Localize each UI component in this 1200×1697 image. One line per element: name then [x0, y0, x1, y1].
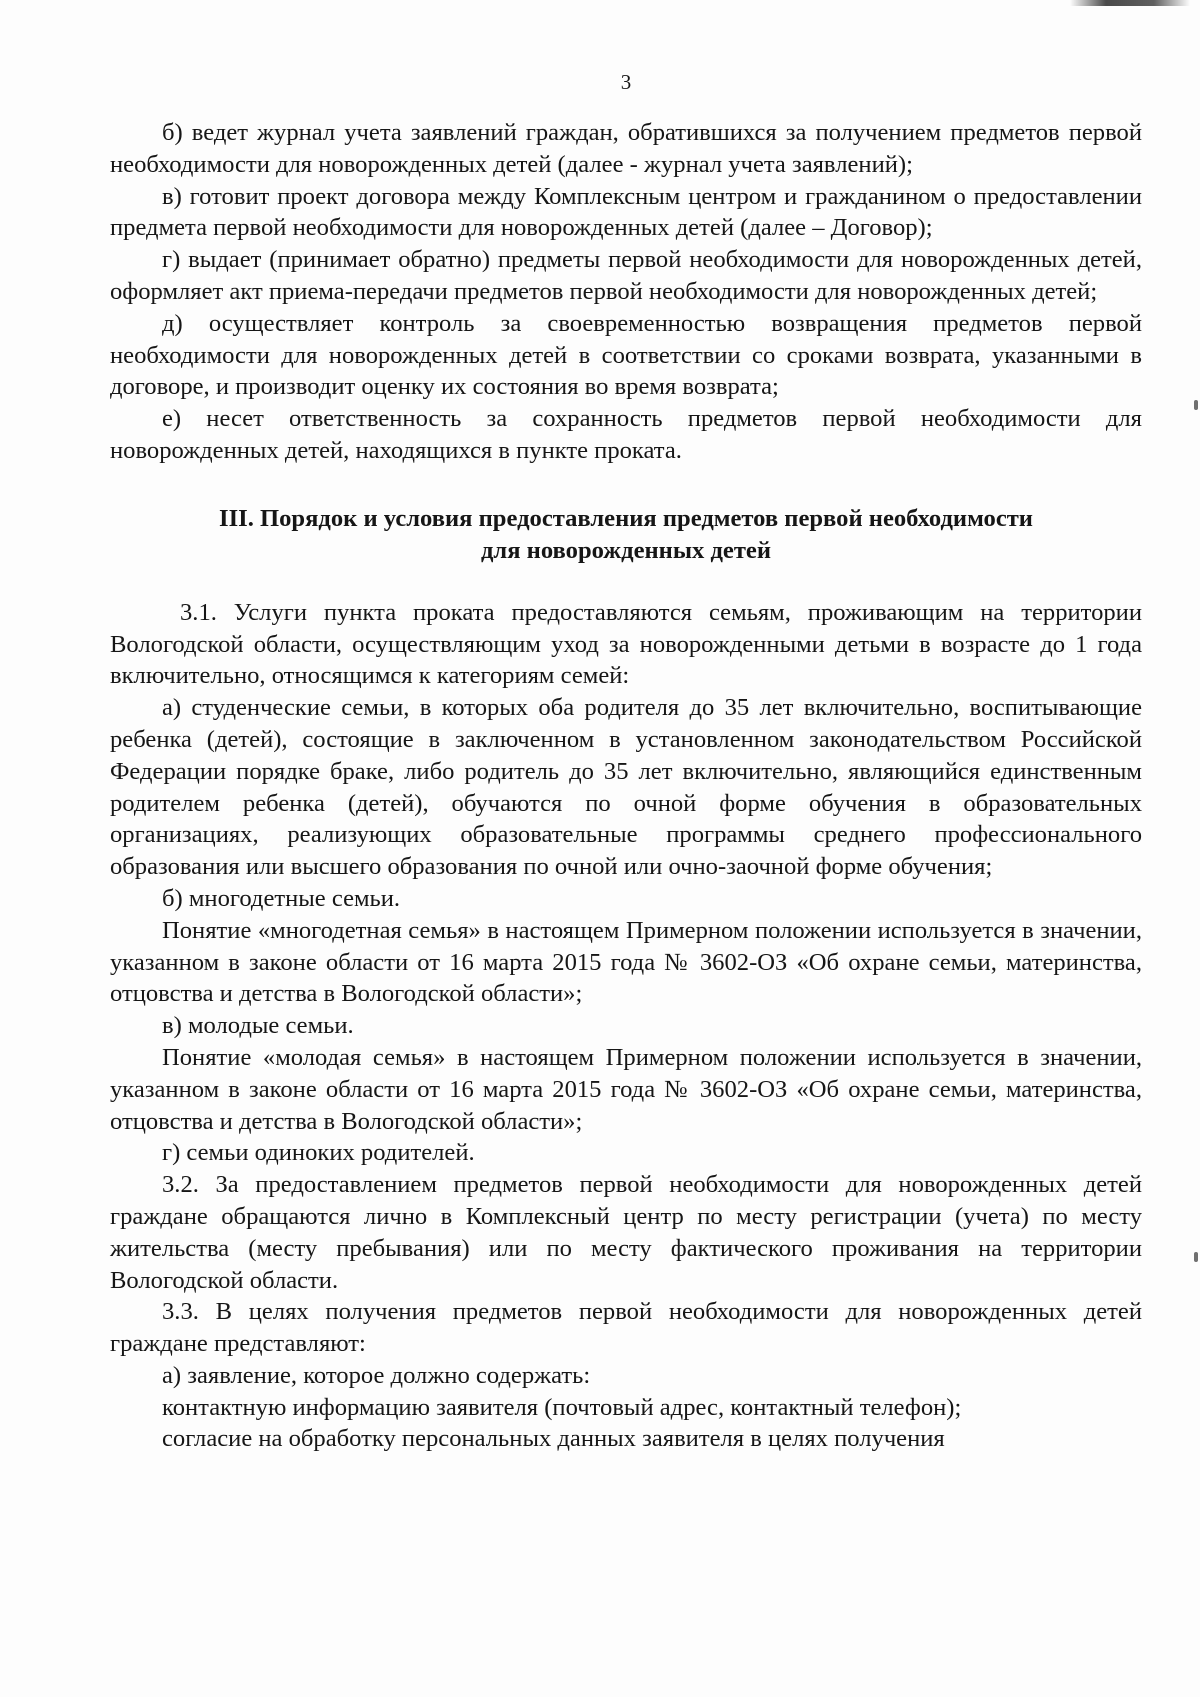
paragraph: б) многодетные семьи. — [162, 884, 401, 912]
paragraph: а) студенческие семьи, в которых оба родителя до 35 лет включительно, воспитывающие ребенка (детей), состоящие в заключенном в установленном законодательством Российской Федерации порядке браке, либо родитель до 35 лет включительно, являющийся единственным родителем ребенка (детей), обучаются по очной форме обучения в образовательных организациях, реализующих образовательные программы среднего профессионального образования или высшего образования по очной или очно-заочной форме обучения; — [110, 694, 1142, 881]
paragraph: г) выдает (принимает обратно) предметы первой необходимости для новорожденных детей, оформляет акт приема-передачи предметов первой необходимости для новорожденных детей; — [110, 246, 1142, 305]
paragraph: Понятие «многодетная семья» в настоящем Примерном положении используется в значении, указанном в законе области от 16 марта 2015 года № 3602-ОЗ «Об охране семьи, материнства, отцовства и детства в Вологодской области»; — [110, 916, 1142, 1008]
section-heading — [110, 503, 1142, 567]
page-number: 3 — [620, 70, 632, 94]
paragraph: согласие на обработку персональных данных заявителя в целях получения — [162, 1425, 945, 1453]
paragraph: контактную информацию заявителя (почтовый адрес, контактный телефон); — [162, 1393, 962, 1421]
paragraph: в) готовит проект договора между Комплексным центром и гражданином о предоставлении предмета первой необходимости для новорожденных детей (далее – Договор); — [110, 182, 1142, 242]
paragraph: а) заявление, которое должно содержать: — [162, 1361, 591, 1389]
paragraph: 3.3. В целях получения предметов первой необходимости для новорожденных детей граждане представляют: — [110, 1298, 1142, 1358]
paragraph: Понятие «молодая семья» в настоящем Примерном положении используется в значении, указанном в законе области от 16 марта 2015 года № 3602-ОЗ «Об охране семьи, материнства, отцовства и детства в Вологодской области»; — [110, 1043, 1142, 1135]
paragraph: д) осуществляет контроль за своевременностью возвращения предметов первой необходимости для новорожденных детей в соответствии со сроками возврата, указанными в договоре, и производит оценку их состояния во время возврата; — [110, 309, 1142, 401]
paragraph: 3.1. Услуги пункта проката предоставляются семьям, проживающим на территории Вологодской области, осуществляющим уход за новорожденными детьми в возрасте до 1 года включительно, относящимся к категориям семей: — [110, 598, 1142, 690]
section-heading-line: для новорожденных детей — [480, 536, 772, 564]
paragraph: е) несет ответственность за сохранность предметов первой необходимости для новорожденных детей, находящихся в пункте проката. — [110, 405, 1142, 464]
document-body — [110, 117, 1142, 1455]
scan-artifact — [1070, 0, 1190, 6]
scan-artifact — [1194, 1252, 1198, 1262]
section-heading-line: III. Порядок и условия предоставления предметов первой необходимости — [219, 504, 1033, 532]
paragraph: б) ведет журнал учета заявлений граждан, обратившихся за получением предметов первой необходимости для новорожденных детей (далее - журнал учета заявлений); — [110, 119, 1142, 178]
scan-artifact — [1194, 400, 1198, 410]
paragraph: 3.2. За предоставлением предметов первой необходимости для новорожденных детей граждане обращаются лично в Комплексный центр по месту регистрации (учета) по месту жительства (месту пребывания) или по месту фактического проживания на территории Вологодской области. — [110, 1171, 1142, 1294]
paragraph: в) молодые семьи. — [162, 1012, 354, 1040]
paragraph: г) семьи одиноких родителей. — [162, 1139, 475, 1167]
